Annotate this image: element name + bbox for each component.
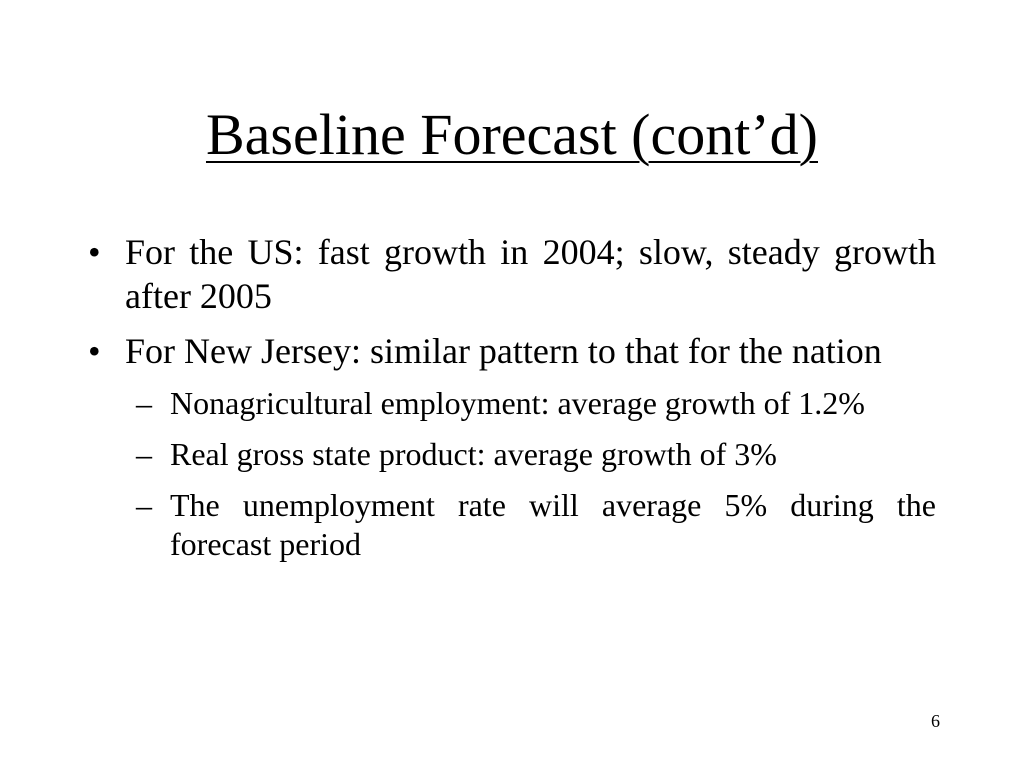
bullet-text: For New Jersey: similar pattern to that for the nation xyxy=(125,331,882,371)
sub-bullet-item xyxy=(136,486,936,564)
slide-title: Baseline Forecast (cont’d) xyxy=(205,102,818,167)
bullet-marker: • xyxy=(88,331,101,371)
dash-marker: – xyxy=(136,385,152,421)
sub-bullet-text: Real gross state product: average growth of 3% xyxy=(170,436,777,472)
dash-marker: – xyxy=(136,436,152,472)
bullet-marker: • xyxy=(88,232,101,272)
sub-bullet-text: Nonagricultural employment: average growth of 1.2% xyxy=(170,385,865,421)
sub-bullet-text: The unemployment rate will average 5% during the forecast period xyxy=(170,487,936,562)
slide-body xyxy=(88,230,936,576)
dash-marker: – xyxy=(136,487,152,523)
sub-bullet-item xyxy=(136,384,936,423)
bullet-text: For the US: fast growth in 2004; slow, steady growth after 2005 xyxy=(125,232,936,316)
bullet-item xyxy=(88,329,936,373)
bullet-item xyxy=(88,230,936,318)
sub-bullet-item xyxy=(136,435,936,474)
page-number: 6 xyxy=(931,711,940,731)
